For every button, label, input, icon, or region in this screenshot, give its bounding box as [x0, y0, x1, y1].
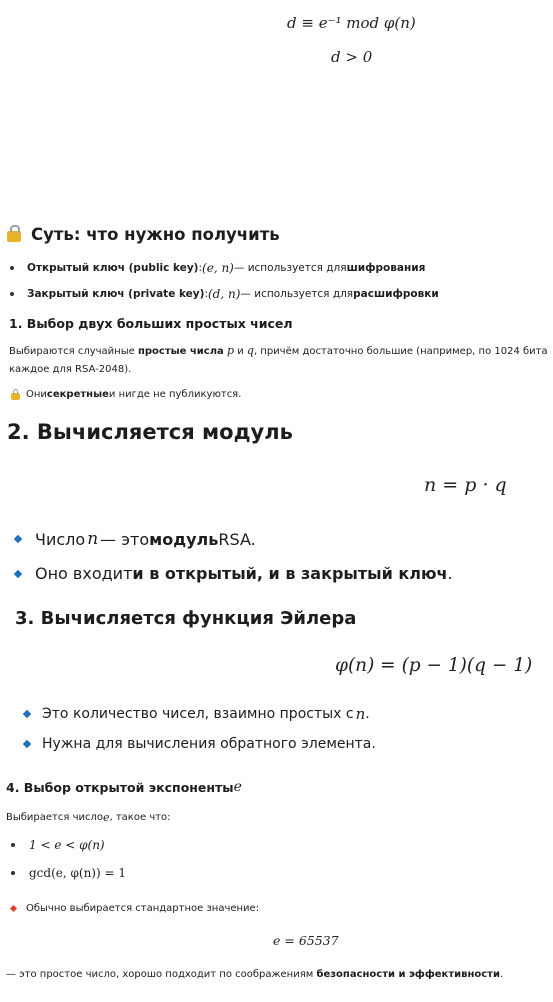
step1-heading: 1. Выбор двух больших простых чисел [9, 316, 293, 331]
formula-d-inverse: d ≡ e⁻¹ mod φ(n) [287, 14, 416, 32]
blue-diamond-icon [14, 569, 22, 577]
step4-final: — это простое число, хорошо подходит по соображениям безопасности и эффективности. [6, 969, 504, 980]
bullet-dot-icon [11, 843, 15, 847]
list-item: gcd(e, φ(n)) = 1 [11, 866, 126, 880]
step3-heading: 3. Вычисляется функция Эйлера [15, 608, 357, 629]
orange-diamond-icon [10, 905, 17, 912]
list-item: Закрытый ключ (private key) : (d, n) — используется для расшифровки [10, 287, 439, 301]
list-item: 1 < e < φ(n) [11, 838, 105, 852]
step1-paragraph-line2: каждое для RSA-2048). [9, 364, 132, 375]
formula-modulus: n = p · q [424, 474, 507, 496]
lock-icon [11, 393, 20, 400]
list-item: Число n — это модуль RSA. [15, 529, 256, 549]
bullet-dot-icon [10, 266, 14, 270]
essence-heading-text: Суть: что нужно получить [31, 225, 280, 244]
step1-note: Они секретные и нигде не публикуются. [11, 389, 241, 400]
step1-paragraph: Выбираются случайные простые числа p и q, причём достаточно большие (например, по 1024 бита [9, 344, 548, 357]
blue-diamond-icon [14, 535, 22, 543]
list-item: Открытый ключ (public key) : (e, n) — используется для шифрования [10, 261, 425, 275]
step4-heading: 4. Выбор открытой экспоненты e [6, 779, 242, 795]
blue-diamond-icon [23, 740, 31, 748]
blue-diamond-icon [23, 710, 31, 718]
step4-paragraph: Выбирается число e , такое что: [6, 811, 171, 824]
step4-note: Обычно выбирается стандартное значение: [11, 903, 259, 914]
step2-heading: 2. Вычисляется модуль [7, 420, 293, 444]
bullet-dot-icon [11, 871, 15, 875]
list-item: Это количество чисел, взаимно простых с n . [24, 705, 370, 723]
essence-heading [7, 225, 280, 244]
list-item: Оно входит и в открытый, и в закрытый ключ . [15, 564, 453, 583]
formula-d-positive: d > 0 [331, 48, 373, 66]
list-item: Нужна для вычисления обратного элемента. [24, 736, 376, 752]
formula-e-value: e = 65537 [273, 933, 339, 948]
lock-icon [7, 231, 21, 242]
formula-euler: φ(n) = (p − 1)(q − 1) [335, 655, 533, 676]
bullet-dot-icon [10, 292, 14, 296]
